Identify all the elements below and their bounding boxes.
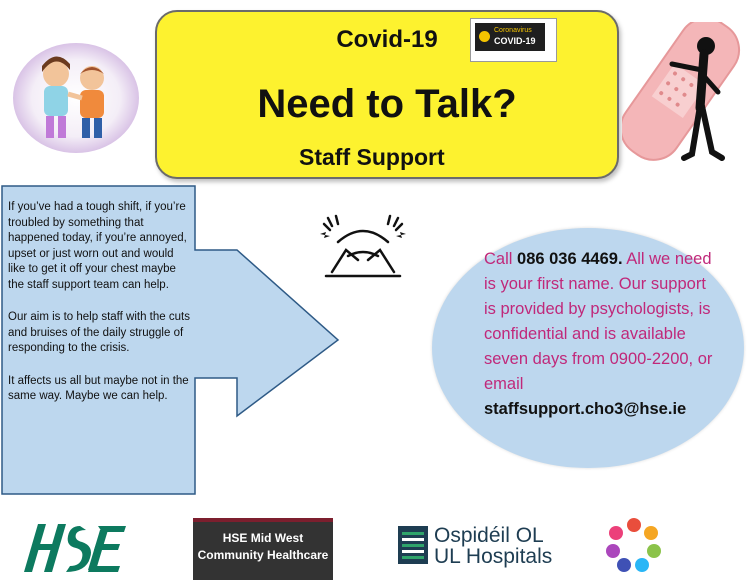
stress-head-icon [318, 212, 408, 280]
ul-hospitals-line1: Ospidéil OL [434, 524, 544, 547]
children-illustration [12, 42, 140, 154]
badge-label: Coronavirus [494, 27, 532, 34]
coronavirus-badge [470, 18, 557, 62]
contact-text [484, 247, 714, 422]
covid-heading: Covid-19 [336, 26, 438, 53]
phone-number: 086 036 4469. [517, 250, 623, 268]
page-title: Need to Talk? [257, 82, 517, 126]
arrow-text-block [8, 200, 190, 422]
mid-west-line2: Community Healthcare [197, 548, 329, 562]
plaster-figure-illustration [622, 22, 746, 170]
mid-west-line1: HSE Mid West [222, 531, 304, 545]
ul-hospitals-line2: UL Hospitals [434, 545, 553, 568]
hse-logo [20, 518, 132, 578]
hse-mid-west-logo [193, 518, 333, 580]
arrow-paragraph-2: Our aim is to help staff with the cuts and bruises of the daily struggle of responding to the crisis. [8, 311, 190, 354]
header-card [155, 10, 619, 179]
community-circle-logo [604, 515, 664, 575]
staff-support-heading: Staff Support [299, 144, 445, 170]
virus-icon [479, 31, 490, 42]
arrow-paragraph-1: If you’ve had a tough shift, if you’re troubled by something that happened today, if you’re annoyed, upset or just worn out and would like to get it off your chest maybe the staff support team can help. [8, 201, 187, 291]
call-label: Call [484, 250, 518, 268]
support-email: staffsupport.cho3@hse.ie [484, 400, 687, 418]
ul-hospitals-icon [398, 526, 428, 564]
badge-title: COVID-19 [494, 36, 536, 46]
contact-details: All we need is your first name. Our support is provided by psychologists, is confidential and is available seven days from 0900-2200, or email [484, 250, 713, 393]
arrow-paragraph-3: It affects us all but maybe not in the same way. Maybe we can help. [8, 374, 189, 402]
